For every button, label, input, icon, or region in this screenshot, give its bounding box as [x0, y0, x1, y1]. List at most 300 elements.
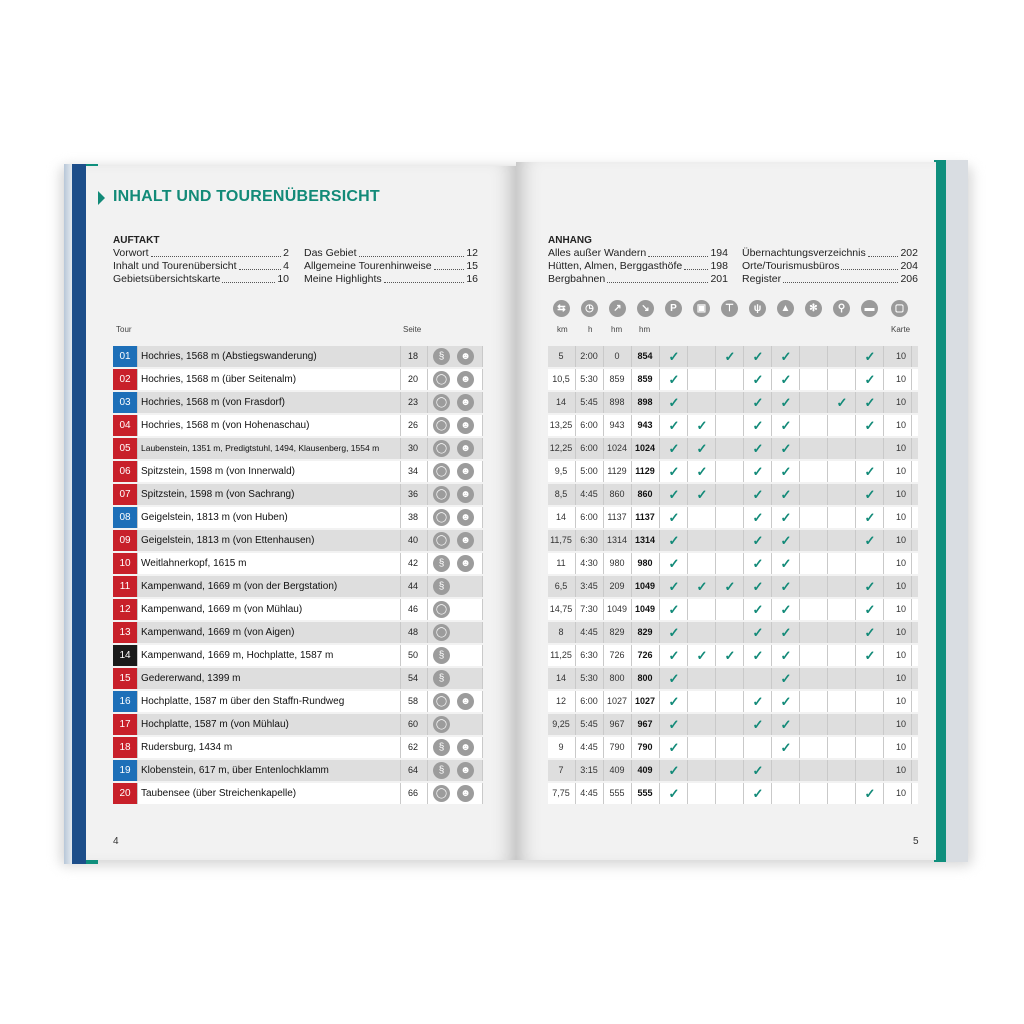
toc-leader-dots — [222, 273, 275, 283]
tour-descent: 967 — [637, 719, 653, 729]
tour-number-badge: 18 — [113, 737, 137, 758]
check-mark-icon: ✓ — [696, 648, 708, 663]
tour-time: 5:30 — [580, 673, 598, 683]
check-mark-icon: ✓ — [864, 602, 876, 617]
toc-anhang-heading: ANHANG — [548, 235, 592, 246]
check-mark-icon: ✓ — [752, 717, 764, 732]
tour-descent: 943 — [637, 420, 653, 430]
tour-number-badge: 20 — [113, 783, 137, 804]
table-row-left — [113, 599, 483, 620]
tour-page: 60 — [407, 719, 418, 729]
header-km: km — [557, 325, 568, 334]
map-icon: ▢ — [891, 300, 908, 317]
table-row-left — [113, 553, 483, 574]
check-mark-icon: ✓ — [780, 648, 792, 663]
check-mark-icon: ✓ — [836, 395, 848, 410]
check-mark-icon: ✓ — [752, 441, 764, 456]
toc-entry-label: Meine Highlights — [304, 273, 382, 285]
table-row-left — [113, 392, 483, 413]
trail-route-icon: § — [433, 647, 450, 664]
loop-route-icon: ◯ — [433, 417, 450, 434]
check-mark-icon: ✓ — [668, 349, 680, 364]
table-row-right — [548, 530, 918, 551]
check-mark-icon: ✓ — [780, 694, 792, 709]
tour-map-number: 10 — [895, 719, 906, 729]
check-mark-icon: ✓ — [780, 487, 792, 502]
check-mark-icon: ✓ — [668, 579, 680, 594]
tour-time: 4:45 — [580, 627, 598, 637]
tour-number-badge: 05 — [113, 438, 137, 459]
check-mark-icon: ✓ — [864, 510, 876, 525]
table-row-right — [548, 576, 918, 597]
tour-name: Hochplatte, 1587 m (von Mühlau) — [141, 719, 289, 730]
check-mark-icon: ✓ — [724, 648, 736, 663]
tour-km: 9,5 — [554, 466, 568, 476]
winter-icon: ✻ — [805, 300, 822, 317]
family-bear-icon: ☻ — [457, 440, 474, 457]
check-mark-icon: ✓ — [696, 487, 708, 502]
loop-route-icon: ◯ — [433, 371, 450, 388]
tour-number-badge: 16 — [113, 691, 137, 712]
tour-name: Hochries, 1568 m (über Seitenalm) — [141, 374, 297, 385]
tour-page: 46 — [407, 604, 418, 614]
toc-leader-dots — [239, 260, 282, 270]
table-row-left — [113, 645, 483, 666]
family-bear-icon: ☻ — [457, 555, 474, 572]
check-mark-icon: ✓ — [668, 786, 680, 801]
tour-ascent: 1129 — [607, 466, 627, 476]
loop-route-icon: ◯ — [433, 716, 450, 733]
tour-km: 11,25 — [550, 650, 572, 660]
toc-entry-page: 12 — [466, 247, 478, 259]
tour-name: Kampenwand, 1669 m (von Aigen) — [141, 627, 295, 638]
tour-map-number: 10 — [895, 351, 906, 361]
toc-leader-dots — [384, 273, 465, 283]
tour-map-number: 10 — [895, 650, 906, 660]
table-row-left — [113, 346, 483, 367]
check-mark-icon: ✓ — [752, 786, 764, 801]
tour-page: 64 — [407, 765, 418, 775]
book-edge-right — [934, 160, 968, 862]
check-mark-icon: ✓ — [864, 625, 876, 640]
check-mark-icon: ✓ — [780, 349, 792, 364]
check-mark-icon: ✓ — [752, 625, 764, 640]
tour-map-number: 10 — [895, 512, 906, 522]
check-mark-icon: ✓ — [780, 464, 792, 479]
tour-map-number: 10 — [895, 696, 906, 706]
check-mark-icon: ✓ — [864, 349, 876, 364]
family-bear-icon: ☻ — [457, 486, 474, 503]
toc-entry — [742, 260, 918, 273]
tour-ascent: 1137 — [607, 512, 627, 522]
tour-descent: 409 — [637, 765, 653, 775]
check-mark-icon: ✓ — [780, 556, 792, 571]
check-mark-icon: ✓ — [752, 395, 764, 410]
tour-number-badge: 04 — [113, 415, 137, 436]
loop-route-icon: ◯ — [433, 785, 450, 802]
tour-number-badge: 14 — [113, 645, 137, 666]
tour-page: 26 — [407, 420, 418, 430]
tour-ascent: 209 — [609, 581, 625, 591]
tour-ascent: 790 — [609, 742, 625, 752]
loop-route-icon: ◯ — [433, 463, 450, 480]
toc-entry — [304, 247, 478, 260]
header-seite: Seite — [403, 325, 422, 334]
tour-descent: 859 — [637, 374, 653, 384]
tour-time: 5:45 — [580, 397, 598, 407]
tour-map-number: 10 — [895, 788, 906, 798]
signpost-icon: ⇆ — [553, 300, 570, 317]
check-mark-icon: ✓ — [668, 395, 680, 410]
toc-entry-label: Übernachtungsverzeichnis — [742, 247, 866, 259]
trail-route-icon: § — [433, 348, 450, 365]
tour-name: Kampenwand, 1669 m, Hochplatte, 1587 m — [141, 650, 334, 661]
check-mark-icon: ✓ — [752, 579, 764, 594]
toc-leader-dots — [359, 247, 465, 257]
check-mark-icon: ✓ — [668, 556, 680, 571]
family-bear-icon: ☻ — [457, 394, 474, 411]
check-mark-icon: ✓ — [752, 648, 764, 663]
tour-km: 10,5 — [552, 374, 570, 384]
family-bear-icon: ☻ — [457, 762, 474, 779]
table-row-right — [548, 461, 918, 482]
tour-time: 5:00 — [580, 466, 598, 476]
tour-page: 18 — [407, 351, 418, 361]
tour-km: 8,5 — [554, 489, 568, 499]
bed-icon: ▬ — [861, 300, 878, 317]
tour-name: Geigelstein, 1813 m (von Ettenhausen) — [141, 535, 315, 546]
tour-page: 40 — [407, 535, 418, 545]
check-mark-icon: ✓ — [752, 464, 764, 479]
tour-page: 38 — [407, 512, 418, 522]
tour-ascent: 943 — [609, 420, 625, 430]
table-row-left — [113, 484, 483, 505]
header-tour: Tour — [116, 325, 132, 334]
tour-page: 20 — [407, 374, 418, 384]
tour-number-badge: 10 — [113, 553, 137, 574]
family-bear-icon: ☻ — [457, 417, 474, 434]
toc-entry — [304, 273, 478, 286]
family-bear-icon: ☻ — [457, 463, 474, 480]
tour-page: 23 — [407, 397, 418, 407]
toc-leader-dots — [434, 260, 465, 270]
table-row-right — [548, 553, 918, 574]
table-row-right — [548, 760, 918, 781]
toc-leader-dots — [841, 260, 898, 270]
loop-route-icon: ◯ — [433, 601, 450, 618]
check-mark-icon: ✓ — [780, 510, 792, 525]
tour-km: 11,75 — [550, 535, 572, 545]
toc-leader-dots — [151, 247, 282, 257]
check-mark-icon: ✓ — [668, 372, 680, 387]
toc-auftakt-heading: AUFTAKT — [113, 235, 160, 246]
toc-entry — [304, 260, 478, 273]
tour-descent: 800 — [637, 673, 653, 683]
tour-ascent: 860 — [609, 489, 625, 499]
loop-route-icon: ◯ — [433, 624, 450, 641]
table-row-right — [548, 622, 918, 643]
page-title: INHALT UND TOURENÜBERSICHT — [113, 188, 380, 205]
table-row-left — [113, 438, 483, 459]
tour-number-badge: 15 — [113, 668, 137, 689]
tour-descent: 1314 — [634, 535, 656, 545]
tour-km: 11 — [556, 558, 566, 568]
tour-name: Taubensee (über Streichenkapelle) — [141, 788, 297, 799]
toc-entry-label: Vorwort — [113, 247, 149, 259]
check-mark-icon: ✓ — [780, 418, 792, 433]
tour-descent: 1129 — [635, 466, 655, 476]
table-row-left — [113, 507, 483, 528]
check-mark-icon: ✓ — [668, 648, 680, 663]
tour-name: Spitzstein, 1598 m (von Sachrang) — [141, 489, 295, 500]
summit-icon: ▲ — [777, 300, 794, 317]
tour-km: 14 — [555, 397, 566, 407]
tour-time: 5:45 — [580, 719, 598, 729]
table-row-right — [548, 369, 918, 390]
tour-map-number: 10 — [895, 627, 906, 637]
check-mark-icon: ✓ — [696, 441, 708, 456]
tour-km: 9 — [558, 742, 564, 752]
tour-number-badge: 02 — [113, 369, 137, 390]
tour-number-badge: 19 — [113, 760, 137, 781]
tour-ascent: 859 — [609, 374, 625, 384]
toc-entry-page: 10 — [277, 273, 289, 285]
check-mark-icon: ✓ — [668, 763, 680, 778]
toc-leader-dots — [648, 247, 708, 257]
tour-name: Weitlahnerkopf, 1615 m — [141, 558, 247, 569]
tour-page: 30 — [407, 443, 418, 453]
tour-page: 36 — [407, 489, 418, 499]
check-mark-icon: ✓ — [752, 510, 764, 525]
check-mark-icon: ✓ — [780, 602, 792, 617]
tour-km: 12,25 — [549, 443, 573, 453]
tour-km: 8 — [558, 627, 564, 637]
header-karte: Karte — [891, 325, 911, 334]
table-row-left — [113, 415, 483, 436]
toc-entry-label: Bergbahnen — [548, 273, 606, 285]
toc-entry-page: 16 — [466, 273, 478, 285]
toc-entry — [113, 273, 289, 286]
check-mark-icon: ✓ — [780, 671, 792, 686]
check-mark-icon: ✓ — [752, 533, 764, 548]
toc-entry-page: 194 — [710, 247, 728, 259]
tour-time: 3:15 — [580, 765, 598, 775]
trail-route-icon: § — [433, 578, 450, 595]
tour-number-badge: 01 — [113, 346, 137, 367]
bike-icon: ⚲ — [833, 300, 850, 317]
tour-km: 13,25 — [549, 420, 573, 430]
tour-map-number: 10 — [895, 489, 906, 499]
downhill-icon: ↘ — [637, 300, 654, 317]
tour-ascent: 0 — [614, 351, 620, 361]
loop-route-icon: ◯ — [433, 486, 450, 503]
table-row-right — [548, 415, 918, 436]
tour-page: 44 — [407, 581, 418, 591]
tour-km: 9,25 — [552, 719, 570, 729]
tour-time: 4:45 — [580, 742, 598, 752]
toc-entry-page: 2 — [283, 247, 289, 259]
toc-entry-page: 204 — [900, 260, 918, 272]
check-mark-icon: ✓ — [668, 441, 680, 456]
toc-entry-page: 201 — [710, 273, 728, 285]
tour-name: Laubenstein, 1351 m, Predigtstuhl, 1494, Klausenberg, 1554 m — [141, 443, 380, 453]
tour-number-badge: 13 — [113, 622, 137, 643]
tour-descent: 1049 — [634, 581, 656, 591]
check-mark-icon: ✓ — [752, 602, 764, 617]
toc-auftakt-col2 — [304, 247, 478, 286]
tour-number-badge: 07 — [113, 484, 137, 505]
toc-anhang-col1 — [548, 234, 728, 286]
tour-km: 6,5 — [554, 581, 568, 591]
tour-number-badge: 09 — [113, 530, 137, 551]
toc-anhang-col2 — [742, 247, 918, 286]
check-mark-icon: ✓ — [780, 625, 792, 640]
tour-number-badge: 06 — [113, 461, 137, 482]
table-row-right — [548, 737, 918, 758]
toc-entry — [548, 273, 728, 286]
table-row-right — [548, 645, 918, 666]
check-mark-icon: ✓ — [668, 671, 680, 686]
tour-descent: 726 — [637, 650, 653, 660]
tour-time: 3:45 — [580, 581, 598, 591]
clock-icon: ◷ — [581, 300, 598, 317]
tour-page: 48 — [407, 627, 418, 637]
header-hm-up: hm — [611, 325, 623, 334]
tour-page: 54 — [407, 673, 418, 683]
table-row-left — [113, 530, 483, 551]
tour-ascent: 829 — [609, 627, 625, 637]
tour-ascent: 1049 — [606, 604, 628, 614]
tour-map-number: 10 — [895, 742, 906, 752]
check-mark-icon: ✓ — [668, 625, 680, 640]
tour-name: Kampenwand, 1669 m (von der Bergstation) — [141, 581, 338, 592]
check-mark-icon: ✓ — [864, 464, 876, 479]
page-number-right: 5 — [913, 836, 919, 847]
title-arrow-icon — [98, 191, 105, 205]
trail-route-icon: § — [433, 739, 450, 756]
table-row-left — [113, 668, 483, 689]
table-row-right — [548, 714, 918, 735]
tour-time: 6:30 — [580, 650, 598, 660]
toc-entry — [548, 260, 728, 273]
tour-km: 7,75 — [552, 788, 570, 798]
tour-map-number: 10 — [895, 374, 906, 384]
tour-ascent: 1027 — [606, 696, 628, 706]
tour-time: 6:00 — [580, 512, 598, 522]
tour-page: 66 — [407, 788, 418, 798]
page-number-left: 4 — [113, 836, 119, 847]
check-mark-icon: ✓ — [780, 372, 792, 387]
table-row-right — [548, 783, 918, 804]
check-mark-icon: ✓ — [724, 349, 736, 364]
check-mark-icon: ✓ — [780, 717, 792, 732]
cable-car-icon: ⊤ — [721, 300, 738, 317]
tour-time: 4:45 — [580, 788, 598, 798]
check-mark-icon: ✓ — [864, 395, 876, 410]
check-mark-icon: ✓ — [780, 579, 792, 594]
tour-page: 50 — [407, 650, 418, 660]
tour-descent: 1137 — [635, 512, 655, 522]
tour-km: 7 — [558, 765, 564, 775]
check-mark-icon: ✓ — [696, 464, 708, 479]
tour-time: 6:30 — [580, 535, 598, 545]
bus-icon: ▣ — [693, 300, 710, 317]
check-mark-icon: ✓ — [668, 418, 680, 433]
check-mark-icon: ✓ — [780, 395, 792, 410]
tour-map-number: 10 — [895, 604, 906, 614]
tour-descent: 1027 — [634, 696, 656, 706]
table-row-right — [548, 599, 918, 620]
tour-km: 5 — [558, 351, 564, 361]
family-bear-icon: ☻ — [457, 371, 474, 388]
tour-map-number: 10 — [895, 535, 906, 545]
tour-map-number: 10 — [895, 581, 906, 591]
parking-icon: P — [665, 300, 682, 317]
table-row-left — [113, 714, 483, 735]
tour-map-number: 10 — [895, 466, 906, 476]
toc-entry — [113, 260, 289, 273]
toc-leader-dots — [607, 273, 708, 283]
tour-page: 42 — [407, 558, 418, 568]
tour-descent: 555 — [637, 788, 653, 798]
table-row-left — [113, 691, 483, 712]
tour-map-number: 10 — [895, 397, 906, 407]
tour-name: Gedererwand, 1399 m — [141, 673, 241, 684]
loop-route-icon: ◯ — [433, 394, 450, 411]
tour-descent: 860 — [637, 489, 653, 499]
tour-name: Hochplatte, 1587 m über den Staffn-Rundweg — [141, 696, 345, 707]
check-mark-icon: ✓ — [724, 579, 736, 594]
tour-descent: 980 — [637, 558, 653, 568]
loop-route-icon: ◯ — [433, 440, 450, 457]
tour-ascent: 726 — [609, 650, 625, 660]
tour-km: 14,75 — [549, 604, 573, 614]
toc-auftakt-col1 — [113, 234, 289, 286]
check-mark-icon: ✓ — [668, 740, 680, 755]
toc-entry-page: 202 — [900, 247, 918, 259]
tour-ascent: 1024 — [606, 443, 628, 453]
tour-name: Klobenstein, 617 m, über Entenlochklamm — [141, 765, 329, 776]
tour-number-badge: 11 — [113, 576, 137, 597]
header-hm-down: hm — [639, 325, 651, 334]
tour-map-number: 10 — [895, 420, 906, 430]
family-bear-icon: ☻ — [457, 348, 474, 365]
toc-entry-page: 15 — [466, 260, 478, 272]
check-mark-icon: ✓ — [752, 418, 764, 433]
tour-ascent: 980 — [609, 558, 625, 568]
trail-route-icon: § — [433, 555, 450, 572]
table-row-right — [548, 346, 918, 367]
toc-entry-page: 206 — [900, 273, 918, 285]
toc-entry-label: Das Gebiet — [304, 247, 357, 259]
table-row-left — [113, 622, 483, 643]
table-row-left — [113, 576, 483, 597]
toc-entry-page: 4 — [283, 260, 289, 272]
tour-time: 5:30 — [580, 374, 598, 384]
check-mark-icon: ✓ — [668, 533, 680, 548]
tour-name: Hochries, 1568 m (Abstiegswanderung) — [141, 351, 317, 362]
check-mark-icon: ✓ — [780, 740, 792, 755]
tour-map-number: 10 — [895, 558, 906, 568]
tour-page: 34 — [407, 466, 418, 476]
tour-number-badge: 12 — [113, 599, 137, 620]
toc-entry-label: Hütten, Almen, Berggasthöfe — [548, 260, 683, 272]
toc-entry-label: Allgemeine Tourenhinweise — [304, 260, 432, 272]
tour-descent: 829 — [637, 627, 653, 637]
check-mark-icon: ✓ — [780, 441, 792, 456]
tour-descent: 1049 — [634, 604, 656, 614]
family-bear-icon: ☻ — [457, 785, 474, 802]
